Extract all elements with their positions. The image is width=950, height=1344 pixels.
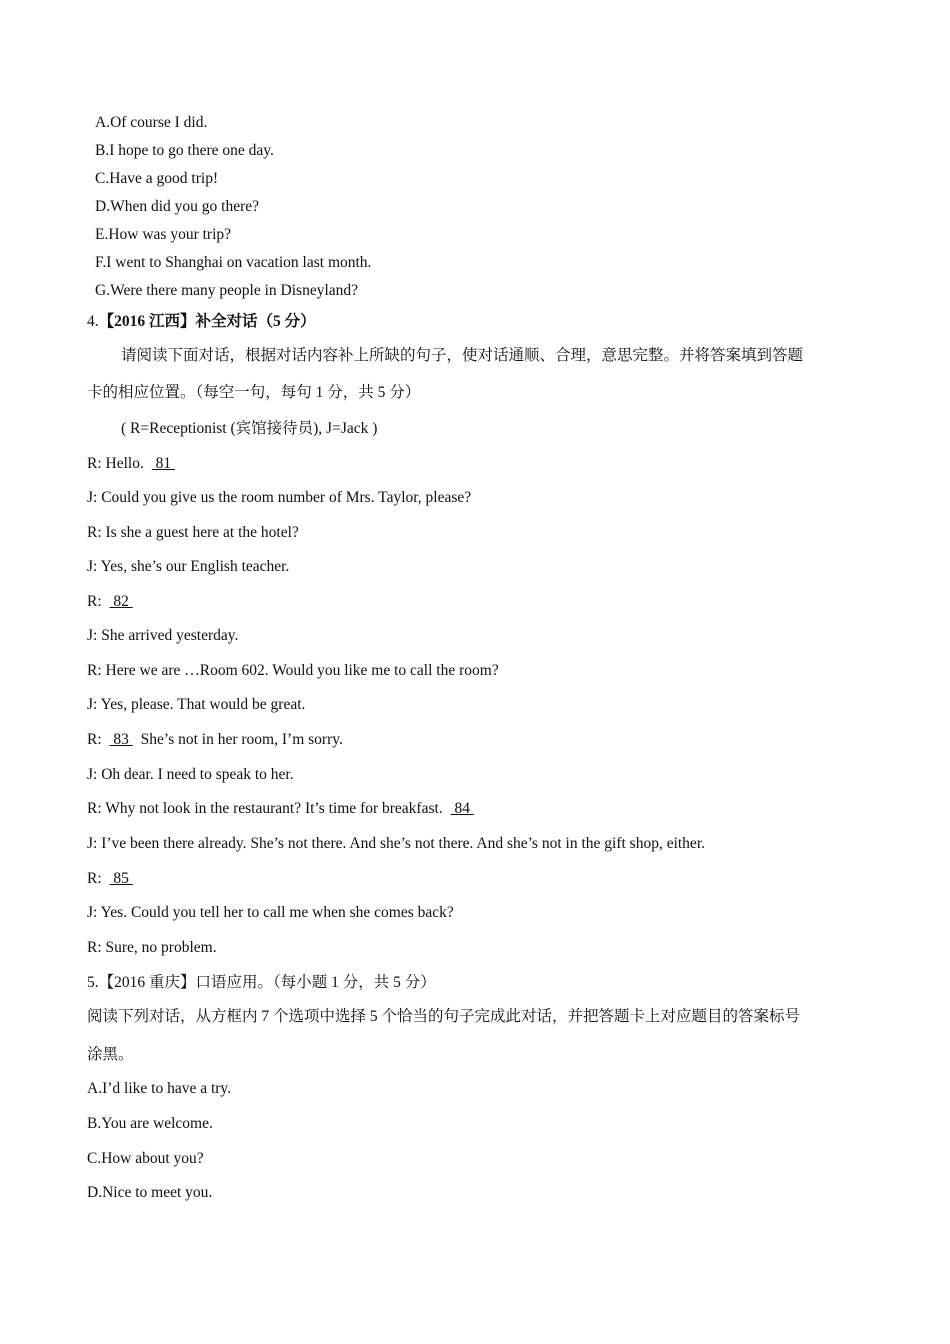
dialogue-line (87, 592, 137, 612)
answer-blank-81: 81 (151, 455, 175, 472)
dialogue-line: J: Yes, she’s our English teacher. (87, 558, 290, 575)
option-c: C.Have a good trip! (95, 170, 219, 187)
dialogue-text: R: (87, 593, 106, 610)
dialogue-line: R: Sure, no problem. (87, 939, 217, 956)
section4-instruction-1: 请阅读下面对话，根据对话内容补上所缺的句子，使对话通顺、合理，意思完整。并将答案填到答题 (121, 347, 804, 364)
section4-instruction-2: 卡的相应位置。（每空一句，每句 1 分，共 5 分） (87, 384, 421, 401)
answer-blank-82: 82 (109, 593, 133, 610)
dialogue-text: R: (87, 731, 106, 748)
dialogue-text: She’s not in her room, I’m sorry. (136, 731, 343, 748)
answer-blank-84: 84 (450, 800, 474, 817)
option-d: D.When did you go there? (95, 198, 259, 215)
dialogue-line: J: She arrived yesterday. (87, 627, 239, 644)
option-g: G.Were there many people in Disneyland? (95, 282, 359, 299)
dialogue-line (87, 454, 179, 474)
dialogue-text: R: Hello. (87, 455, 148, 472)
section5-option-d: D.Nice to meet you. (87, 1184, 213, 1201)
section4-title: 【2016 江西】补全对话（5 分） (98, 313, 316, 330)
option-b: B.I hope to go there one day. (95, 142, 274, 159)
section5-instruction-1: 阅读下列对话，从方框内 7 个选项中选择 5 个恰当的句子完成此对话，并把答题卡上对应题目的答案标号 (87, 1008, 801, 1025)
dialogue-line: J: I’ve been there already. She’s not there. And she’s not there. And she’s not in the gift shop, either. (87, 835, 705, 852)
dialogue-line: J: Oh dear. I need to speak to her. (87, 766, 294, 783)
section4-roles: ( R=Receptionist (宾馆接待员), J=Jack ) (121, 420, 378, 437)
section4-number: 4. (87, 313, 99, 330)
dialogue-text: R: Why not look in the restaurant? It’s time for breakfast. (87, 800, 447, 817)
dialogue-line: J: Could you give us the room number of Mrs. Taylor, please? (87, 489, 472, 506)
section5-instruction-2: 涂黑。 (87, 1046, 134, 1063)
dialogue-text: R: (87, 870, 106, 887)
option-e: E.How was your trip? (95, 226, 232, 243)
section5-option-c: C.How about you? (87, 1150, 204, 1167)
option-f: F.I went to Shanghai on vacation last month. (95, 254, 372, 271)
dialogue-line: J: Yes. Could you tell her to call me when she comes back? (87, 904, 454, 921)
dialogue-line (87, 799, 478, 819)
dialogue-line: J: Yes, please. That would be great. (87, 696, 306, 713)
answer-blank-83: 83 (109, 731, 133, 748)
section5-option-a: A.I’d like to have a try. (87, 1080, 232, 1097)
dialogue-line (87, 730, 343, 750)
section4-heading (87, 312, 316, 332)
dialogue-line (87, 869, 137, 889)
dialogue-line: R: Here we are …Room 602. Would you like me to call the room? (87, 662, 499, 679)
option-a: A.Of course I did. (95, 114, 208, 131)
section5-heading: 5.【2016 重庆】口语应用。（每小题 1 分，共 5 分） (87, 974, 436, 991)
answer-blank-85: 85 (109, 870, 133, 887)
section5-option-b: B.You are welcome. (87, 1115, 213, 1132)
dialogue-line: R: Is she a guest here at the hotel? (87, 524, 299, 541)
